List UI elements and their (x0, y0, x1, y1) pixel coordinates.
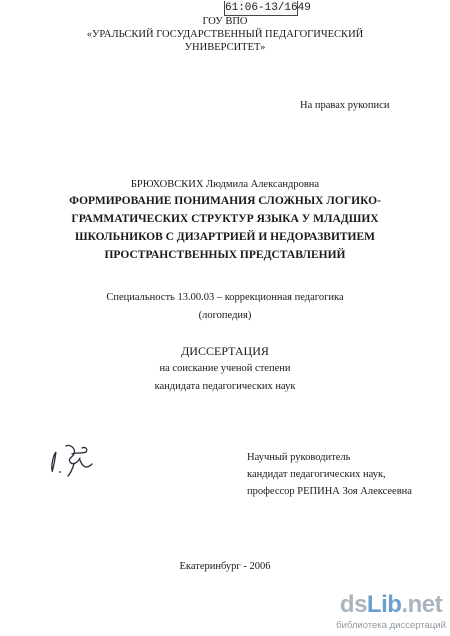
degree-line-1: на соискание ученой степени (159, 363, 291, 374)
handwritten-signature (46, 440, 102, 480)
title-line-4: ПРОСТРАНСТВЕННЫХ ПРЕДСТАВЛЕНИЙ (104, 249, 346, 261)
org-line-3: УНИВЕРСИТЕТ» (184, 42, 266, 53)
title-line-3: ШКОЛЬНИКОВ С ДИЗАРТРИЕЙ И НЕДОРАЗВИТИЕМ (74, 231, 376, 243)
dslib-watermark (332, 591, 450, 636)
supervisor-line-2: кандидат педагогических наук, (247, 469, 386, 480)
city-year: Екатеринбург - 2006 (179, 561, 271, 572)
specialty-note: (логопедия) (198, 310, 252, 321)
dslib-logo: dsLib.net (339, 591, 443, 618)
supervisor-line-3: профессор РЕПИНА Зоя Алексеевна (247, 486, 412, 497)
specialty: Специальность 13.00.03 – коррекционная педагогика (106, 292, 344, 303)
degree-line-2: кандидата педагогических наук (154, 381, 296, 392)
author-name: БРЮХОВСКИХ Людмила Александровна (130, 179, 320, 190)
title-line-2: ГРАММАТИЧЕСКИХ СТРУКТУР ЯЗЫКА У МЛАДШИХ (71, 213, 379, 225)
org-line-2: «УРАЛЬСКИЙ ГОСУДАРСТВЕННЫЙ ПЕДАГОГИЧЕСКИЙ (86, 29, 364, 40)
manuscript-rights: На правах рукописи (300, 100, 390, 111)
dissertation-label: ДИССЕРТАЦИЯ (181, 344, 269, 358)
watermark-caption: библиотека диссертаций (336, 620, 446, 631)
title-line-1: ФОРМИРОВАНИЕ ПОНИМАНИЯ СЛОЖНЫХ ЛОГИКО- (69, 195, 381, 207)
org-line-1: ГОУ ВПО (202, 16, 248, 27)
archive-stamp: 61:06-13/1649 (225, 2, 311, 14)
supervisor-line-1: Научный руководитель (247, 452, 351, 463)
